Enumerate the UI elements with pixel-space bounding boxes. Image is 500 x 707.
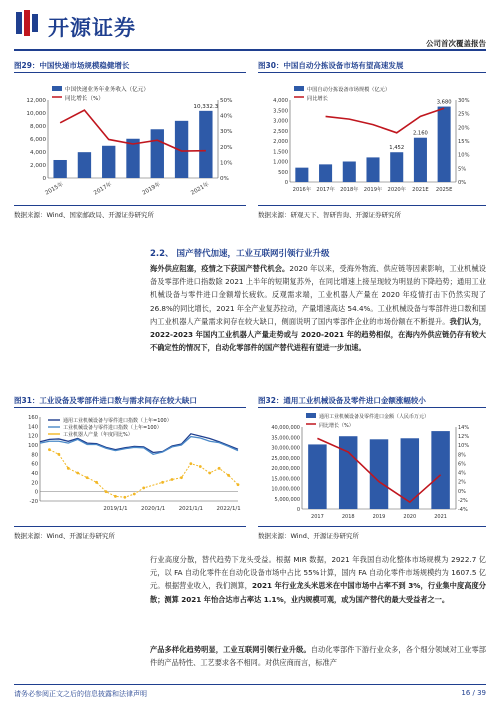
- brand-name: 开源证券: [48, 16, 136, 40]
- y-tick-right: 30%: [220, 129, 233, 136]
- paragraph-2-bold: 2021 年行业龙头米思米在中国市场中占率不到 3%，行业集中度高度分散；测算 2021 年怡合达市占率达 1.1%，业内规模可观，或为国产替代的最大受益者之一。: [150, 581, 486, 604]
- series-point: [171, 478, 174, 481]
- y-tick-right: 20%: [458, 125, 470, 132]
- series-point: [218, 467, 221, 470]
- x-tick-label: 2021年: [190, 181, 211, 197]
- legend-line-label: 同比增长（%）: [65, 96, 104, 102]
- bar-2016年: [78, 152, 91, 178]
- y-tick-right: 50%: [220, 98, 233, 104]
- y-tick: -20: [29, 499, 38, 505]
- fig31-rule-bottom: [14, 526, 246, 527]
- x-tick-label: 2025E: [435, 187, 453, 193]
- fig32-title: 图32：通用工业机械设备及零件进口金额涨幅较小: [258, 396, 426, 405]
- bar-2016年: [295, 168, 308, 182]
- bar-2020年: [390, 152, 403, 182]
- legend-bar-swatch: [306, 413, 316, 418]
- y-tick-left: 10,000: [26, 111, 46, 117]
- fig29-rule: [14, 72, 246, 73]
- y-tick-left: 3,000: [273, 118, 288, 125]
- y-tick-left: 0: [284, 180, 288, 186]
- fig31-source: 数据来源：Wind、开源证券研究所: [14, 532, 115, 540]
- bar-2018年: [343, 162, 356, 183]
- page-number: 16 / 39: [461, 689, 486, 697]
- y-tick-left: 8,000: [29, 124, 46, 130]
- data-label: 3,680: [436, 99, 452, 106]
- x-tick-label: 2018年: [340, 187, 359, 193]
- x-tick-label: 2017年: [316, 187, 335, 193]
- y-tick-right: 5%: [458, 166, 467, 173]
- y-tick-left: 15,000,000: [271, 476, 300, 483]
- series-point: [105, 490, 108, 493]
- y-tick-left: 500: [278, 169, 288, 176]
- bar-2021年: [199, 111, 212, 178]
- series-point: [76, 472, 79, 475]
- series-point: [95, 481, 98, 484]
- y-tick-right: 12%: [458, 434, 470, 441]
- fig32-rule-bottom: [258, 526, 486, 527]
- bar-2015年: [53, 160, 66, 178]
- series-point: [142, 487, 145, 490]
- legend-bar-swatch: [294, 86, 304, 91]
- legend-line-label: 同比增长: [307, 96, 328, 102]
- legend-bar-label: 通用工业机械设备及零件进口金额（人民币万元）: [319, 414, 430, 420]
- data-label: 1,452: [389, 145, 405, 152]
- y-tick-left: 1,500: [273, 149, 288, 156]
- bar-2018: [339, 436, 357, 509]
- y-tick-right: -4%: [458, 507, 468, 513]
- y-tick-left: 3,500: [273, 108, 288, 115]
- data-label: 2,160: [412, 130, 428, 137]
- y-tick: 100: [28, 443, 38, 449]
- fig30-title: 图30：中国自动分拣设备市场有望高速发展: [258, 61, 404, 70]
- paragraph-3-lead: 产品多样化趋势明显，工业互联网引领行业升级。: [150, 645, 311, 654]
- legend-bar-label: 中国快递业务年业务收入（亿元）: [65, 87, 149, 93]
- y-tick-left: 5,000,000: [274, 496, 300, 503]
- y-tick: 140: [28, 424, 38, 431]
- bar-2021: [431, 431, 449, 509]
- y-tick: 160: [28, 415, 38, 421]
- bar-2019年: [151, 129, 164, 178]
- y-tick: 120: [28, 433, 38, 440]
- series-point: [48, 448, 51, 451]
- bar-2021E: [414, 138, 427, 182]
- y-tick-left: 0: [296, 507, 300, 513]
- x-tick-label: 2020: [403, 514, 417, 520]
- x-tick-label: 2020/1/1: [141, 506, 166, 512]
- x-tick-label: 2019年: [363, 187, 383, 193]
- x-tick-label: 2017: [311, 514, 324, 520]
- x-tick-label: 2019年: [141, 181, 162, 197]
- y-tick-right: 25%: [458, 111, 470, 118]
- y-tick-left: 2,500: [273, 128, 288, 135]
- paragraph-2-text: 行业高度分散，替代趋势下龙头受益。根据 MIR 数据，2021 年我国自动化整体市场规模为 2922.7 亿元，以 FA 自动化零件在自动化设备市场中占比 55%计算，国内 FA 自动化零件市场规模约为 1607.5 亿元。根据营业收入，我们测算，: [150, 555, 486, 591]
- legend-bar-label: 中国自动分拣设备市场规模（亿元）: [307, 87, 391, 93]
- x-tick-label: 2021/1/1: [178, 506, 203, 512]
- x-tick-label: 2022/1/1: [216, 506, 241, 512]
- y-tick-right: 0%: [458, 180, 467, 186]
- legend-bar-swatch: [52, 86, 62, 91]
- y-tick-left: 20,000,000: [271, 466, 300, 472]
- y-tick-right: 14%: [458, 425, 470, 431]
- paragraph-1-lead: 海外供应阻塞，疫情之下获国产替代机会。: [150, 264, 290, 273]
- y-tick-right: 0%: [458, 488, 466, 495]
- y-tick-right: 8%: [458, 452, 466, 459]
- brand-logo-icon: [14, 8, 42, 38]
- y-tick-left: 35,000,000: [271, 435, 300, 442]
- series-point: [227, 474, 230, 477]
- x-tick-label: 2016年: [292, 187, 312, 193]
- y-tick-right: 6%: [458, 461, 466, 468]
- report-type: 公司首次覆盖报告: [426, 39, 486, 48]
- y-tick-left: 2,000: [29, 163, 46, 169]
- bar-2019: [370, 439, 388, 509]
- bar-2019年: [366, 157, 379, 182]
- legend-line-label: 同比增长（%）: [319, 423, 354, 429]
- y-tick-left: 25,000,000: [271, 455, 300, 462]
- y-tick-left: 0: [42, 176, 46, 182]
- x-tick-label: 2019: [372, 514, 386, 520]
- fig31-title: 图31：工业设备及零部件进口数与需求间存在较大缺口: [14, 396, 197, 405]
- paragraph-3-text: 自动化零部件下游行业众多，各个细分领域对工业零部件的产品特性、工艺要求各不相同。对供应商而言，标准产: [150, 645, 486, 668]
- y-tick: 60: [31, 461, 38, 468]
- y-tick-left: 6,000: [29, 137, 46, 143]
- fig32-rule: [258, 407, 486, 408]
- y-tick-left: 30,000,000: [271, 445, 300, 452]
- y-tick-left: 4,000: [273, 98, 288, 104]
- y-tick-right: 40%: [220, 113, 233, 120]
- x-tick-label: 2015年: [44, 181, 65, 197]
- fig31-chart: [14, 409, 246, 525]
- y-tick-right: 30%: [458, 98, 470, 104]
- fig30-rule-bottom: [258, 205, 486, 206]
- y-tick-right: 2%: [458, 479, 466, 486]
- series-point: [237, 483, 240, 486]
- y-tick-right: 0%: [220, 176, 229, 182]
- y-tick-left: 4,000: [29, 150, 46, 156]
- series-point: [208, 472, 211, 475]
- line-growth: [326, 108, 445, 133]
- fig30-chart: [258, 74, 486, 204]
- x-tick-label: 2020年: [387, 187, 406, 193]
- series-point: [180, 476, 183, 479]
- y-tick-left: 1,000: [273, 159, 288, 166]
- y-tick-right: 15%: [458, 139, 470, 145]
- header-rule: [14, 49, 486, 51]
- y-tick-right: -2%: [458, 497, 468, 504]
- fig32-source: 数据来源：Wind、开源证券研究所: [258, 532, 359, 540]
- series-point: [133, 493, 136, 496]
- series-point: [114, 495, 117, 498]
- fig30-source: 数据来源：研观天下、智研咨询、开源证券研究所: [258, 211, 401, 219]
- y-tick-left: 40,000,000: [271, 425, 300, 431]
- y-tick-left: 12,000: [26, 98, 46, 104]
- fig29-rule-bottom: [14, 205, 246, 206]
- series-point: [161, 481, 164, 484]
- y-tick: 20: [31, 480, 38, 487]
- y-tick-left: 2,000: [273, 139, 288, 145]
- fig29-title: 图29：中国快递市场规模稳健增长: [14, 61, 130, 70]
- bar-2017年: [319, 164, 332, 182]
- series-point: [67, 467, 70, 470]
- legend-label: 工业机械设备与零件进口指数（上年=100）: [63, 425, 162, 431]
- bar-2025E: [438, 107, 451, 182]
- paragraph-1-text: 2020 年以来，受海外物流、供应链等因素影响，工业机械设备及零部件进口指数除 2021 上半年的短期复苏外，在同比增速上接呈现较为明显的下降趋势；通用工业机械设备与零件进口金额增长疲软。反观需求端，工业机器人产量在 2020 年疫情打击下仍然实现了 26.8%的同比增长，2021 年全产业复苏拉动，产量增速高达 54.4%。工业机械设备与零部件进口数和国内工业机器人产量需求间存在较大缺口，侧面说明了国内零部件企业的市场份额在不断提升。: [150, 264, 486, 326]
- fig31-rule: [14, 407, 246, 408]
- paragraph-2: [150, 553, 486, 606]
- y-tick-right: 10%: [458, 443, 470, 450]
- x-tick-label: 2021E: [412, 187, 429, 193]
- series-point: [199, 465, 202, 468]
- series-point: [123, 496, 126, 499]
- y-tick: 80: [31, 452, 38, 459]
- paragraph-1-bold: 我们认为，2022-2023 年国内工业机器人产量走势或与 2020-2021 年的趋势相似，在海内外供应链仍存有较大不确定性的情况下，自动化零部件的国产替代进程有望进一步加速。: [150, 316, 486, 353]
- legend-label: 工业机器人产量（年度同比%）: [63, 432, 133, 438]
- bar-2017: [308, 444, 326, 509]
- fig30-rule: [258, 72, 486, 73]
- y-tick-left: 10,000,000: [271, 486, 300, 493]
- footer-rule: [14, 684, 486, 685]
- data-label: 10,332.3: [193, 103, 219, 110]
- legend-label: 通用工业机械设备与零件进口指数（上年=100）: [63, 418, 172, 424]
- fig29-chart: [14, 74, 246, 204]
- y-tick-right: 10%: [220, 160, 233, 167]
- x-tick-label: 2017年: [92, 181, 114, 197]
- paragraph-3: [150, 643, 486, 669]
- fig29-source: 数据来源：Wind、国家邮政局、开源证券研究所: [14, 211, 154, 219]
- series-point: [57, 453, 60, 456]
- section-title: 2.2、 国产替代加速，工业互联网引领行业升级: [150, 249, 330, 259]
- footer-disclaimer: 请务必参阅正文之后的信息披露和法律声明: [14, 690, 147, 698]
- y-tick: 0: [34, 489, 38, 496]
- y-tick-right: 4%: [458, 470, 466, 477]
- series-point: [189, 462, 192, 465]
- x-tick-label: 2019/1/1: [103, 506, 128, 512]
- x-tick-label: 2021: [434, 514, 447, 520]
- fig32-chart: [258, 409, 486, 525]
- y-tick-right: 10%: [458, 152, 470, 159]
- y-tick-right: 20%: [220, 144, 233, 151]
- paragraph-1: [150, 262, 486, 354]
- series-line-2: [40, 437, 238, 455]
- x-tick-label: 2018: [341, 514, 355, 520]
- series-point: [86, 476, 89, 479]
- bar-2017年: [102, 146, 115, 178]
- y-tick: 40: [31, 471, 38, 477]
